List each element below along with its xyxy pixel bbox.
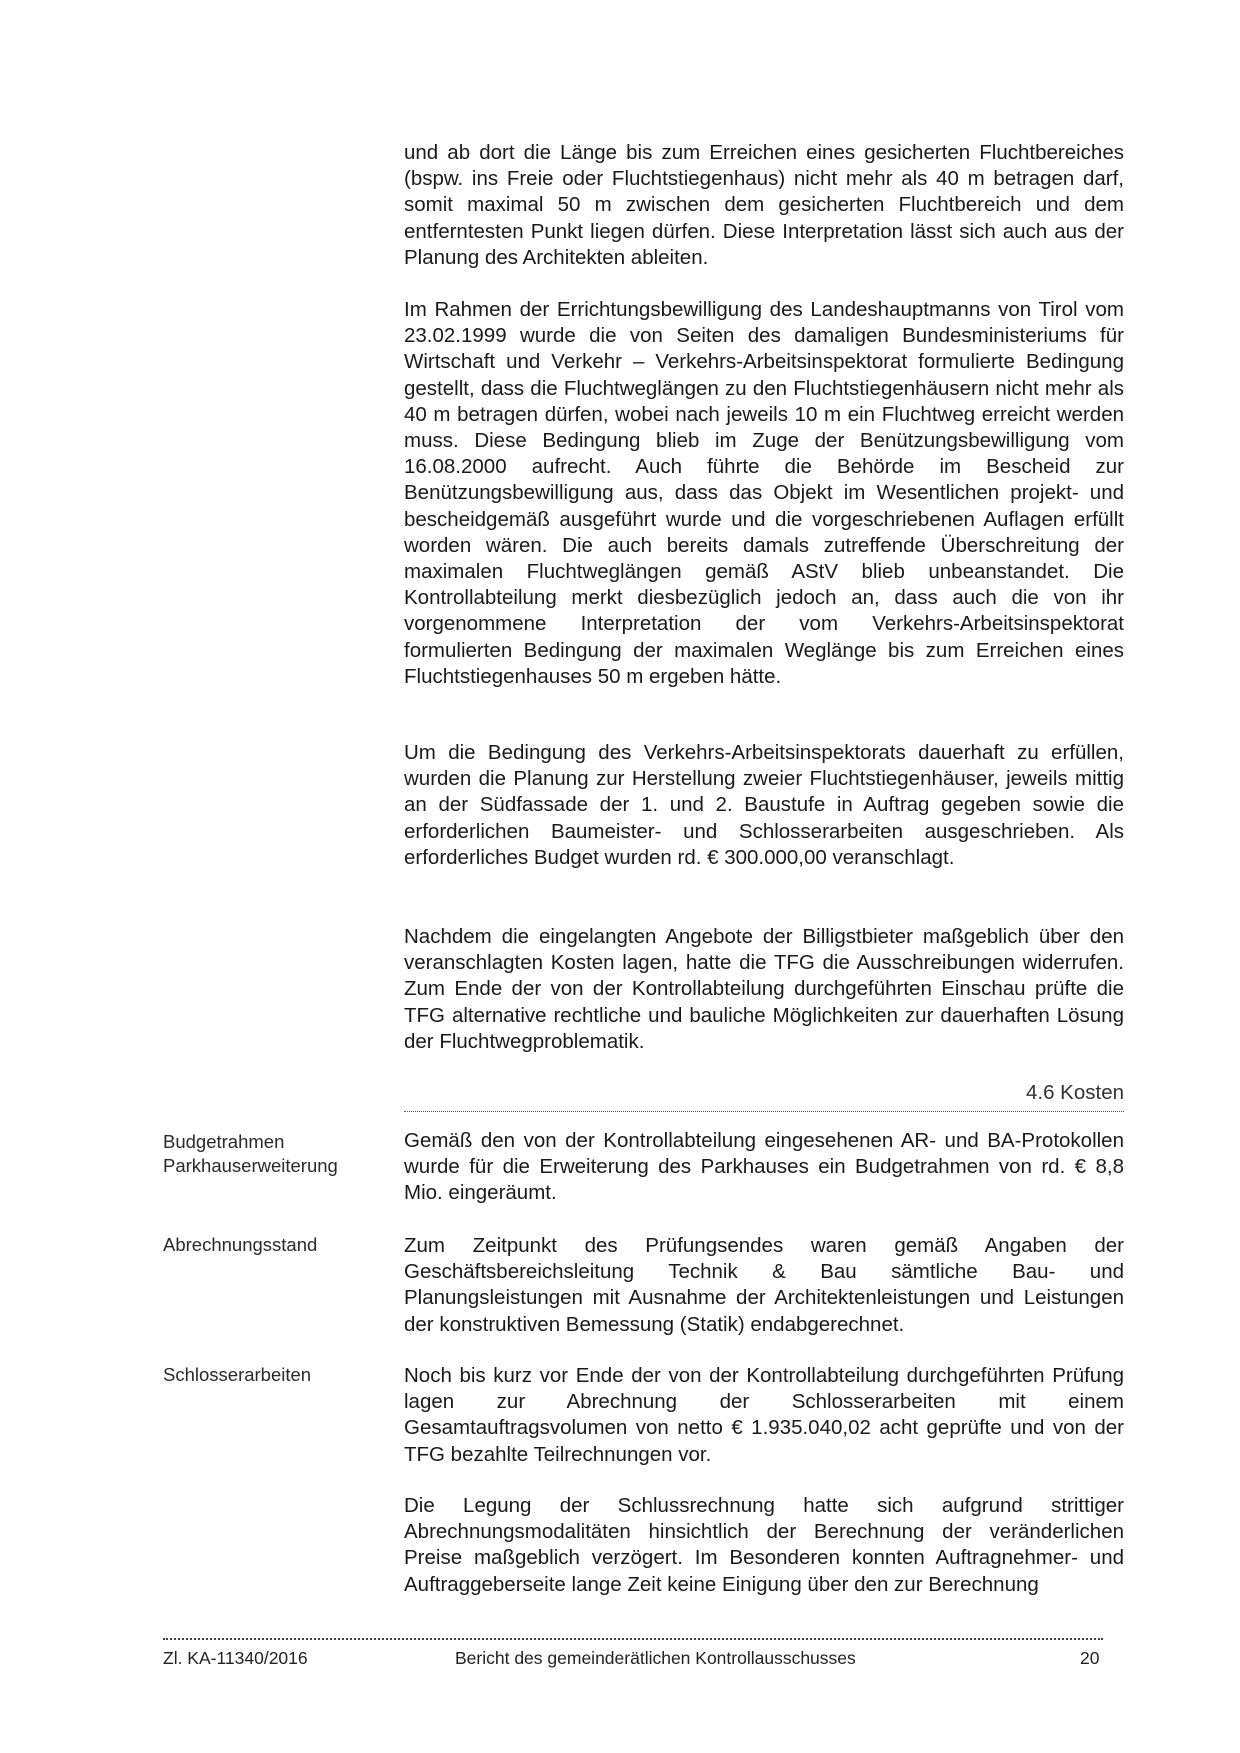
footer-divider [163, 1638, 1103, 1640]
page-number: 20 [1080, 1648, 1100, 1668]
paragraph-schlosserarbeiten: Noch bis kurz vor Ende der von der Kontrollabteilung durchgeführten Prüfung lagen zur Abrechnung der Schlosserarbeiten mit einem Gesamtauftragsvolumen von netto € 1.935.040,02 acht geprüfte und von der TFG bezahlte Teilrechnungen vor. [404, 1364, 1124, 1466]
paragraph-fluchtbereich-interpretation: und ab dort die Länge bis zum Erreichen eines gesicherten Fluchtbereiches (bspw. ins Freie oder Fluchtstiegenhaus) nicht mehr als 40 m betragen darf, somit maximal 50 m zwischen dem gesicherten Fluchtbereich und dem entferntesten Punkt liegen dürfen. Diese Interpretation lässt sich auch aus der Planung des Architekten ableiten. [404, 141, 1124, 269]
margin-note-budgetrahmen: Budgetrahmen Parkhauserweiterung [163, 1131, 338, 1176]
paragraph-schlussrechnung: Die Legung der Schlussrechnung hatte sich aufgrund strittiger Abrechnungsmodalitäten hinsichtlich der Berechnung der veränderlichen Preise maßgeblich verzögert. Im Besonderen konnten Auftragnehmer- und Auftraggeberseite lange Zeit keine Einigung über den zur Berechnung [404, 1494, 1124, 1596]
section-heading: 4.6 Kosten [1025, 1081, 1124, 1104]
margin-note-abrechnungsstand: Abrechnungsstand [163, 1234, 318, 1255]
paragraph-budgetrahmen: Gemäß den von der Kontrollabteilung eingesehenen AR- und BA-Protokollen wurde für die Erweiterung des Parkhauses ein Budgetrahmen von rd. € 8,8 Mio. eingeräumt. [404, 1129, 1124, 1205]
paragraph-abrechnungsstand: Zum Zeitpunkt des Prüfungsendes waren gemäß Angaben der Geschäftsbereichsleitung Technik & Bau sämtliche Bau- und Planungsleistungen mit Ausnahme der Architektenleistungen und Leistungen der konstruktiven Bemessung (Statik) endabgerechnet. [404, 1234, 1124, 1336]
paragraph-bedingung-arbeitsinspektorat: Um die Bedingung des Verkehrs-Arbeitsinspektorats dauerhaft zu erfüllen, wurden die Planung zur Herstellung zweier Fluchtstiegenhäuser, jeweils mittig an der Südfassade der 1. und 2. Baustufe in Auftrag gegeben sowie die erforderlichen Baumeister- und Schlosserarbeiten ausgeschrieben. Als erforderliches Budget wurden rd. € 300.000,00 veranschlagt. [404, 741, 1124, 869]
margin-note-schlosserarbeiten: Schlosserarbeiten [163, 1364, 312, 1385]
paragraph-ausschreibungen-widerrufen: Nachdem die eingelangten Angebote der Billigstbieter maßgeblich über den veranschlagten Kosten lagen, hatte die TFG die Ausschreibungen widerrufen. Zum Ende der von der Kontrollabteilung durchgeführten Einschau prüfte die TFG alternative rechtliche und bauliche Möglichkeiten zur dauerhaften Lösung der Fluchtwegproblematik. [404, 925, 1124, 1053]
footer-report-title: Bericht des gemeinderätlichen Kontrollausschusses [455, 1648, 856, 1668]
section-divider [404, 1111, 1124, 1112]
paragraph-errichtungsbewilligung: Im Rahmen der Errichtungsbewilligung des Landeshauptmanns von Tirol vom 23.02.1999 wurde die von Seiten des damaligen Bundesministeriums für Wirtschaft und Verkehr – Verkehrs-Arbeitsinspektorat formulierte Bedingung gestellt, dass die Fluchtweglängen zu den Fluchtstiegenhäusern nicht mehr als 40 m betragen dürfen, wobei nach jeweils 10 m ein Fluchtweg erreicht werden muss. Diese Bedingung blieb im Zuge der Benützungsbewilligung vom 16.08.2000 aufrecht. Auch führte die Behörde im Bescheid zur Benützungsbewilligung aus, dass das Objekt im Wesentlichen projekt- und bescheidgemäß ausgeführt wurde und die vorgeschriebenen Auflagen erfüllt worden wären. Die auch bereits damals zutreffende Überschreitung der maximalen Fluchtweglängen gemäß AStV blieb unbeanstandet. Die Kontrollabteilung merkt diesbezüglich jedoch an, dass auch die von ihr vorgenommene Interpretation der vom Verkehrs-Arbeitsinspektorat formulierten Bedingung der maximalen Weglänge bis zum Erreichen eines Fluchtstiegenhauses 50 m ergeben hätte. [404, 298, 1124, 688]
footer-reference: Zl. KA-11340/2016 [163, 1648, 308, 1668]
